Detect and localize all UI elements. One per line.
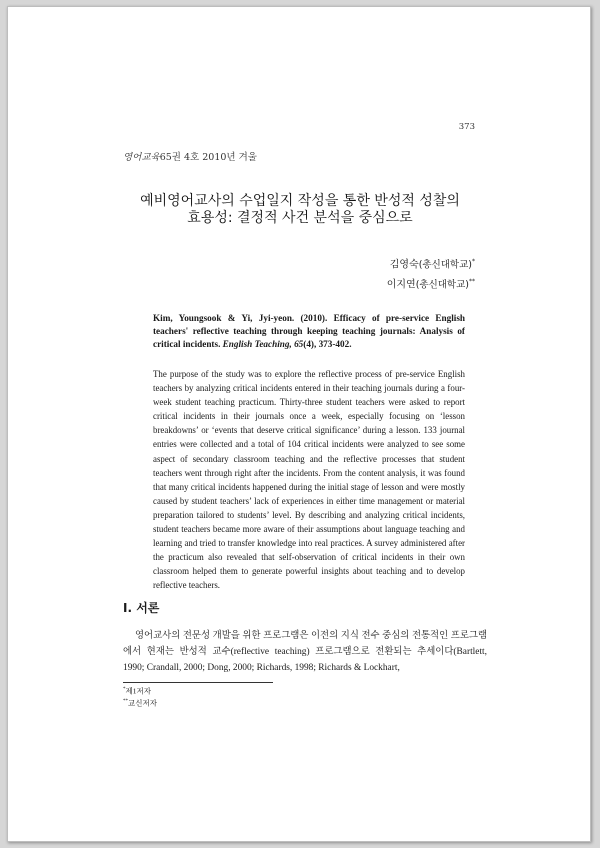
journal-issue: 65권 4호 2010년 겨울: [159, 152, 257, 163]
abstract: The purpose of the study was to explore the reflective process of pre-service English teachers by analyzing critical incidents entered in their teaching journals during a four-week student teaching practicum. Thirty-three student teachers were asked to report critical incidents in their journals once a week, especially focusing on ‘lesson breakdowns’ or ‘events that deserve critical significance’ during a lesson. 133 journal entries were collected and a total of 104 critical incidents were analyzed to see some aspect of secondary classroom teaching and the reflective processes that student teachers went through right after the incidents. From the content analysis, it was found that many critical incidents happened during the initial stage of lesson and were mostly caused by student teachers’ lack of experiences in either time management or material preparation tailored to students’ level. By describing and analyzing critical incidents, student teachers became more aware of their assumptions about language teaching and learning and tried to transfer knowledge into real practices. A survey administered after the practicum also revealed that self-observation of critical incidents in their own classroom helped them to generate powerful insights about teaching and to develop reflective teachers.: [153, 369, 465, 591]
author-mark: **: [469, 278, 475, 286]
author-affiliation: (총신대학교): [418, 259, 472, 271]
citation-journal: English Teaching,: [222, 339, 292, 350]
citation-volume: 65: [294, 339, 304, 350]
section-heading: I. 서론: [123, 601, 160, 615]
author-mark: *: [472, 258, 475, 265]
citation: [153, 312, 465, 352]
citation-main: Kim, Youngsook & Yi, Jyi-yeon. (2010). Efficacy of pre-service English teachers' reflective teaching through keeping teaching journals: Analysis of critical incidents.: [153, 313, 465, 350]
footnote-text: 교신저자: [128, 698, 157, 707]
author-1: [387, 253, 475, 273]
paper-page: [7, 6, 591, 842]
author-name: 김영숙: [389, 259, 419, 271]
footnote-1: [123, 685, 157, 697]
footnote-mark: **: [123, 698, 128, 704]
footnote-divider: [123, 682, 273, 683]
title-line-2: 효용성: 결정적 사건 분석을 중심으로: [187, 210, 413, 226]
footnote-mark: *: [123, 687, 126, 692]
author-affiliation: (총신대학교): [415, 279, 469, 291]
paper-title: [8, 193, 592, 227]
body-paragraph: 영어교사의 전문성 개발을 위한 프로그램은 이전의 지식 전수 중심의 전통적인 프로그램에서 현재는 반성적 교수(reflective teaching) 프로그램으로 전환되는 추세이다(Bartlett, 1990; Crandall, 2000; Dong, 2000; Richards, 1998; Richards & Lockhart,: [123, 631, 487, 673]
footnotes: [123, 685, 157, 708]
journal-name: 영어교육: [123, 152, 160, 163]
author-name: 이지연: [386, 279, 416, 291]
title-line-1: 예비영어교사의 수업일지 작성을 통한 반성적 성찰의: [140, 193, 460, 209]
footnote-2: [123, 697, 157, 709]
author-2: [387, 273, 475, 293]
running-header: [123, 149, 257, 163]
citation-rest: (4), 373-402.: [303, 339, 352, 350]
footnote-text: 제1저자: [125, 686, 151, 696]
author-list: [387, 253, 475, 294]
page-number: 373: [458, 122, 475, 132]
